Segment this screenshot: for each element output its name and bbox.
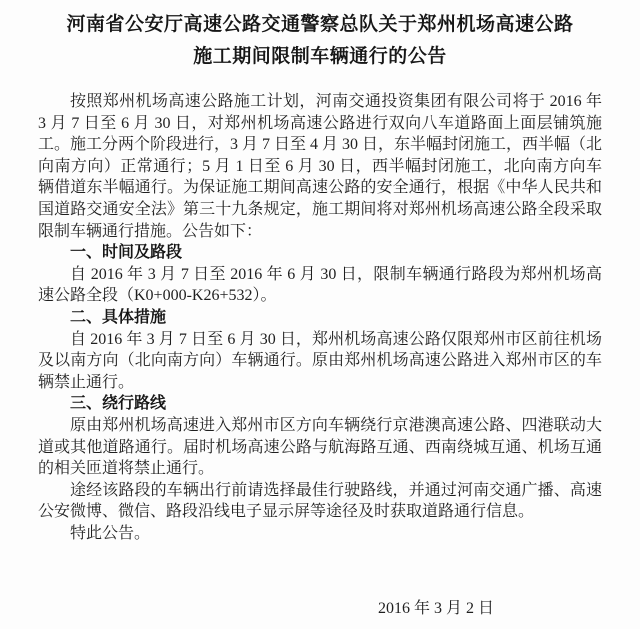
section-heading: 一、时间及路段 — [70, 244, 183, 262]
title-line-2: 施工期间限制车辆通行的公告 — [193, 46, 447, 67]
body-line: 自 2016 年 3 月 7 日至 6 月 30 日，郑州机场高速公路仅限郑州市区前往机场 — [70, 330, 602, 348]
body-line: 途经该路段的车辆出行前请选择最佳行驶路线，并通过河南交通广播、高速 — [70, 481, 602, 499]
section-heading: 三、绕行路线 — [70, 395, 167, 413]
body-line: 按照郑州机场高速公路施工计划，河南交通投资集团有限公司将于 2016 年 — [70, 93, 602, 110]
body-line: 辆禁止通行。 — [38, 373, 135, 391]
body-line: 自 2016 年 3 月 7 日至 2016 年 6 月 30 日，限制车辆通行路段为郑州机场高 — [70, 265, 602, 283]
body-line: 速公路全段（K0+000-K26+532）。 — [38, 287, 277, 305]
body-line: 原由郑州机场高速进入郑州市区方向车辆绕行京港澳高速公路、四港联动大 — [70, 416, 602, 434]
body-line: 及以南方向（北向南方向）车辆通行。原由郑州机场高速公路进入郑州市区的车 — [38, 352, 602, 370]
body-line: 的相关匝道将禁止通行。 — [38, 460, 215, 478]
title-line-1: 河南省公安厅高速公路交通警察总队关于郑州机场高速公路 — [66, 14, 574, 35]
body-line: 3 月 7 日至 6 月 30 日，对郑州机场高速公路进行双向八车道路面上面层铺筑施 — [38, 114, 602, 132]
body-line: 公安微博、微信、路段沿线电子显示屏等途径及时获取道路通行信息。 — [38, 503, 535, 521]
body-line: 限制车辆通行措施。公告如下： — [38, 222, 263, 240]
document-date: 2016 年 3 月 2 日 — [377, 600, 494, 618]
body-line: 国道路交通安全法》第三十九条规定，施工期间将对郑州机场高速公路全段采取 — [38, 200, 602, 218]
section-heading: 二、具体措施 — [70, 308, 167, 326]
body-line: 工。施工分两个阶段进行，3 月 7 日至 4 月 30 日，东半幅封闭施工，西半幅（北 — [38, 136, 603, 154]
document-title — [0, 0, 640, 73]
body-line: 特此公告。 — [70, 524, 151, 542]
body-line: 道或其他道路通行。届时机场高速公路与航海路互通、西南绕城互通、机场互通 — [38, 438, 602, 456]
document-body — [0, 91, 640, 544]
body-line: 向南方向）正常通行；5 月 1 日至 6 月 30 日，西半幅封闭施工，北向南方向车 — [38, 157, 602, 175]
body-line: 辆借道东半幅通行。为保证施工期间高速公路的安全通行，根据《中华人民共和 — [38, 179, 602, 197]
